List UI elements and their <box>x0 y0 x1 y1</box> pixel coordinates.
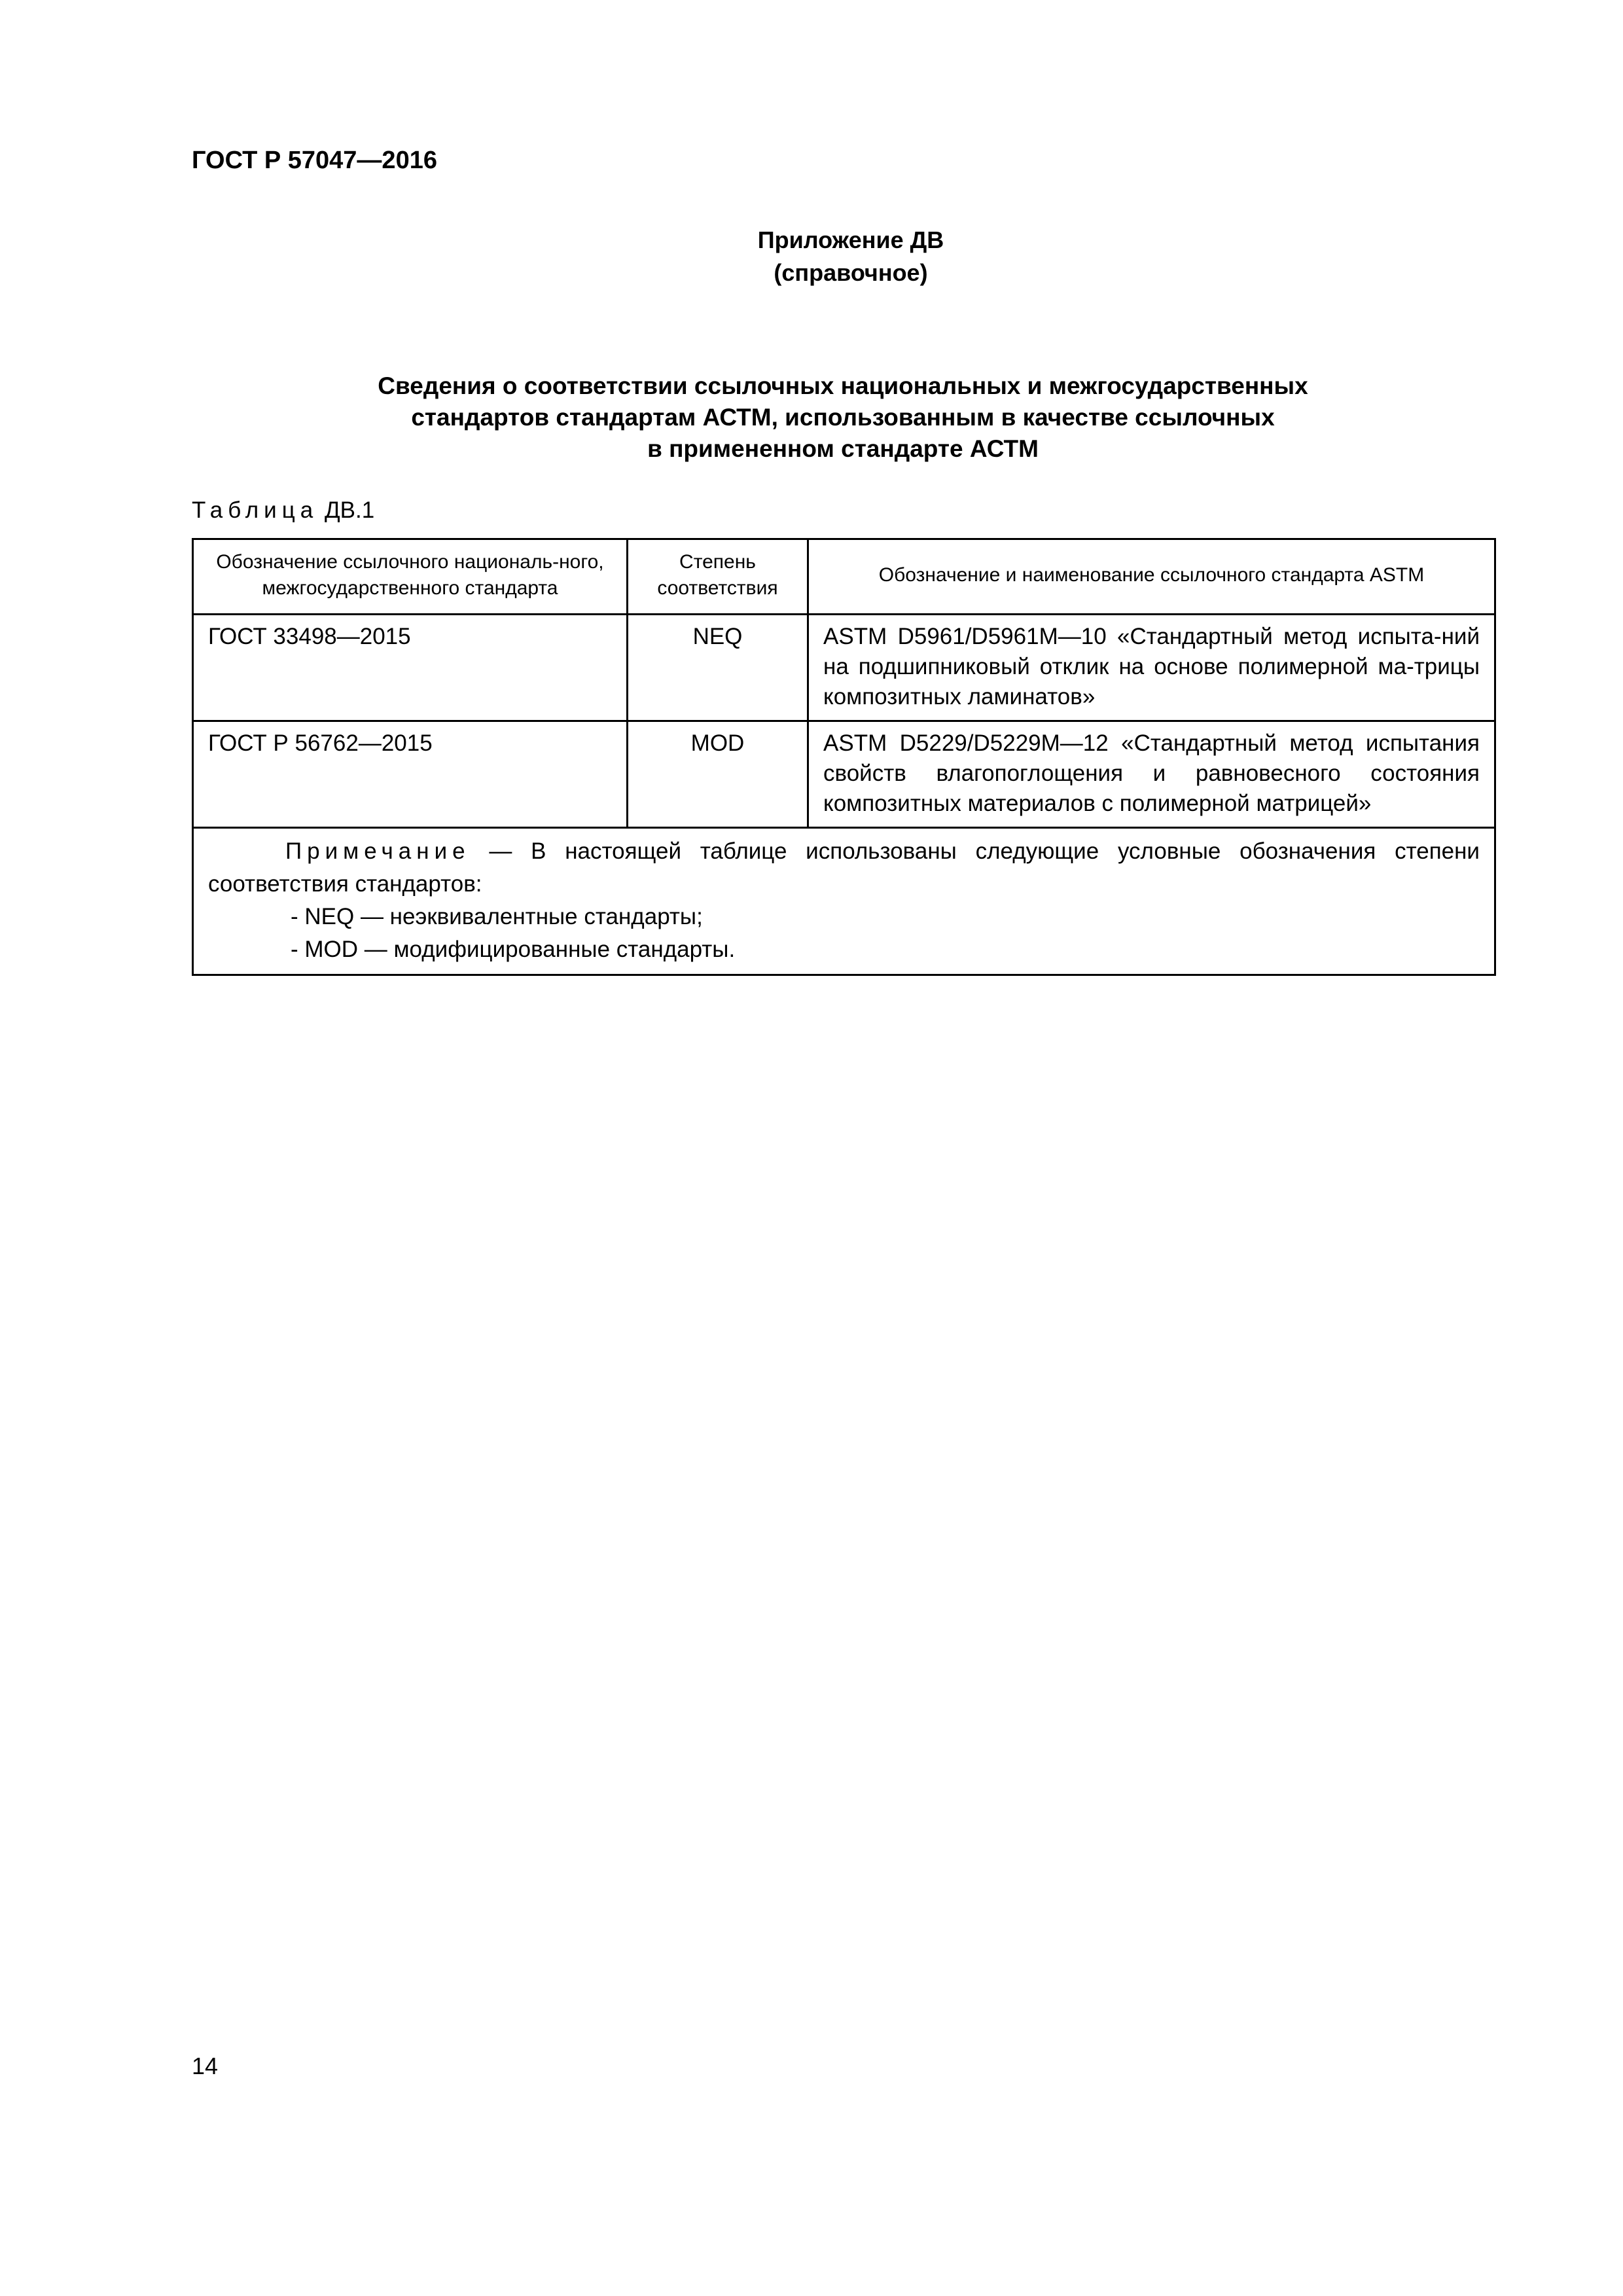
header-astm: Обозначение и наименование ссылочного стандарта ASTM <box>808 539 1495 615</box>
table-row <box>193 615 1495 721</box>
section-title-line: в примененном стандарте АСТМ <box>647 435 1039 462</box>
table-row <box>193 721 1495 828</box>
table-caption <box>192 497 374 524</box>
annex-heading <box>0 224 1623 289</box>
note-text: — В настоящей таблице использованы следующие условные обозначения степени соответствия стандартов: <box>208 838 1480 897</box>
note-item: - MOD — модифицированные стандарты. <box>291 937 736 962</box>
table-note <box>193 828 1495 975</box>
cell-designation: ГОСТ Р 56762—2015 <box>193 721 628 828</box>
header-degree: Степень соответствия <box>628 539 808 615</box>
header-designation: Обозначение ссылочного националь-ного, межгосударственного стандарта <box>193 539 628 615</box>
note-item: - NEQ — неэквивалентные стандарты; <box>291 904 703 929</box>
cell-astm: ASTM D5961/D5961M—10 «Стандартный метод испыта-ний на подшипниковый отклик на основе полимерной ма-трицы композитных ламинатов» <box>808 615 1495 721</box>
table-note-row <box>193 828 1495 975</box>
annex-title: Приложение ДВ <box>757 226 944 253</box>
document-code: ГОСТ Р 57047—2016 <box>192 147 437 174</box>
page-number: 14 <box>192 2053 219 2079</box>
table-header-row <box>193 539 1495 615</box>
annex-kind: (справочное) <box>774 259 928 286</box>
cell-designation: ГОСТ 33498—2015 <box>193 615 628 721</box>
section-title-line: стандартов стандартам АСТМ, использованным в качестве ссылочных <box>411 404 1275 431</box>
note-label: Примечание <box>285 838 471 864</box>
table-caption-word: Таблица <box>192 497 319 523</box>
note-paragraph <box>208 835 1480 901</box>
section-title <box>192 370 1494 465</box>
cell-degree: NEQ <box>628 615 808 721</box>
cell-astm: ASTM D5229/D5229M—12 «Стандартный метод испытания свойств влагопоглощения и равновесного состояния композитных материалов с полимерной матрицей» <box>808 721 1495 828</box>
cell-degree: MOD <box>628 721 808 828</box>
table-caption-number: ДВ.1 <box>324 497 375 523</box>
reference-standards-table <box>192 538 1496 976</box>
section-title-line: Сведения о соответствии ссылочных национальных и межгосударственных <box>378 372 1308 399</box>
